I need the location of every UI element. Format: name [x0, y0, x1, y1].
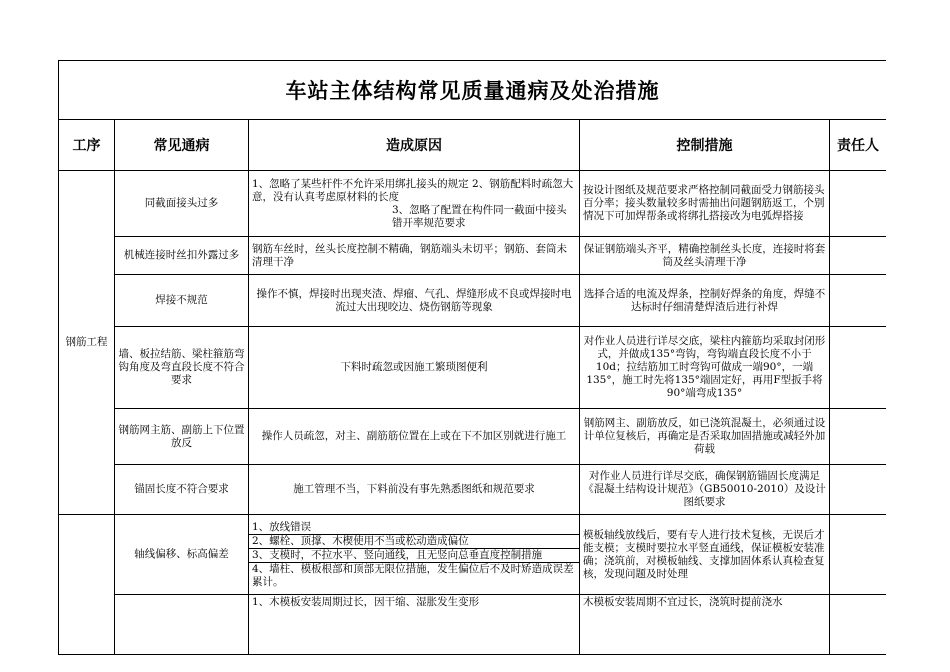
header-measure: 控制措施 — [580, 120, 830, 171]
category-rebar: 钢筋工程 — [59, 171, 115, 515]
category-formwork — [59, 515, 115, 655]
owner-cell — [830, 515, 887, 595]
header-cause: 造成原因 — [249, 120, 580, 171]
measure-cell: 模板轴线放线后，要有专人进行技术复核，无误后才能支模；支模时要拉水平竖直通线，保证模板安装准确；浇筑前，对模板轴线、支撑加固体系认真检查复核，发现问题及时处理 — [580, 515, 830, 595]
table-row — [59, 275, 887, 327]
cause-cell — [249, 171, 580, 237]
measure-cell: 钢筋网主、副筋放反，如已浇筑混凝土，必须通过设计单位复核后，再确定是否采取加固措施或减轻外加荷载 — [580, 409, 830, 465]
defect-cell: 焊接不规范 — [115, 275, 249, 327]
owner-cell — [830, 465, 887, 515]
table-row — [59, 409, 887, 465]
header-process: 工序 — [59, 120, 115, 171]
table-row — [59, 171, 887, 237]
owner-cell — [830, 409, 887, 465]
table-title: 车站主体结构常见质量通病及处治措施 — [59, 61, 887, 120]
cause-line: 4、墙柱、模板根部和顶部无限位措施，发生偏位后不及时矫造成误差累计。 — [252, 562, 574, 588]
measure-cell: 对作业人员进行详尽交底，确保钢筋锚固长度满足《混凝土结构设计规范》（GB50010-2010）及设计图纸要求 — [580, 465, 830, 515]
cause-cell — [249, 515, 580, 595]
cause-cell: 钢筋车丝时，丝头长度控制不精确，钢筋端头未切平；钢筋、套筒未清理干净 — [249, 237, 580, 275]
quality-defects-table — [58, 60, 886, 655]
owner-cell — [830, 171, 887, 237]
cause-line: 1、忽略了某些杆件不允许采用绑扎接头的规定 2、钢筋配料时疏忽大意，没有认真考虑原材料的长度 — [252, 177, 574, 203]
header-defect: 常见通病 — [115, 120, 249, 171]
owner-cell — [830, 237, 887, 275]
owner-cell — [830, 275, 887, 327]
defect-cell: 轴线偏移、标高偏差 — [115, 515, 249, 595]
cause-cell: 操作人员疏忽，对主、副筋筋位置在上或在下不加区别就进行施工 — [249, 409, 580, 465]
owner-cell — [830, 595, 887, 655]
defect-cell — [115, 595, 249, 655]
defect-cell: 锚固长度不符合要求 — [115, 465, 249, 515]
cause-line: 2、螺栓、顶撑、木楔使用不当或松动造成偏位 — [249, 535, 579, 549]
defect-cell: 机械连接时丝扣外露过多 — [115, 237, 249, 275]
cause-line: 3、忽略了配置在构件同一截面中接头错开率规范要求 — [392, 203, 567, 229]
table-row — [59, 237, 887, 275]
cause-line: 3、支模时，不拉水平、竖向通线，且无竖向总垂直度控制措施 — [249, 549, 579, 563]
measure-cell: 保证钢筋端头齐平，精确控制丝头长度，连接时将套筒及丝头清理干净 — [580, 237, 830, 275]
defect-cell: 墙、板拉结筋、梁柱箍筋弯钩角度及弯直段长度不符合要求 — [115, 327, 249, 409]
cause-cell: 下料时疏忽或因施工繁琐图便利 — [249, 327, 580, 409]
header-row — [59, 120, 887, 171]
table-row — [59, 327, 887, 409]
defect-cell: 同截面接头过多 — [115, 171, 249, 237]
measure-cell: 对作业人员进行详尽交底，梁柱内箍筋均采取封闭形式，并做成135°弯钩，弯钩端直段长度不小于10d；拉结筋加工时弯钩可做成一端90°，一端135°，施工时先将135°端固定好，再用F型扳手将90°端弯成135° — [580, 327, 830, 409]
measure-cell: 按设计图纸及规范要求严格控制同截面受力钢筋接头百分率；接头数量较多时需抽出问题钢筋返工，个别情况下可加焊帮条或将绑扎搭接改为电弧焊搭接 — [580, 171, 830, 237]
cause-cell: 施工管理不当，下料前没有事先熟悉图纸和规范要求 — [249, 465, 580, 515]
header-owner: 责任人 — [830, 120, 887, 171]
table-row — [59, 595, 887, 655]
table-row — [59, 515, 887, 595]
cause-line: 1、放线错误 — [249, 521, 579, 535]
cause-cell: 1、木模板安装周期过长，因干缩、湿胀发生变形 — [249, 595, 580, 655]
table-row — [59, 465, 887, 515]
measure-cell: 选择合适的电流及焊条，控制好焊条的角度，焊缝不达标时仔细清楚焊渣后进行补焊 — [580, 275, 830, 327]
owner-cell — [830, 327, 887, 409]
spreadsheet-sheet — [58, 60, 886, 672]
measure-cell: 木模板安装周期不宜过长，浇筑时提前浇水 — [580, 595, 830, 655]
defect-cell: 钢筋网主筋、副筋上下位置放反 — [115, 409, 249, 465]
cause-cell: 操作不慎，焊接时出现夹渣、焊瘤、气孔、焊缝形成不良或焊接时电流过大出现咬边、烧伤钢筋等现象 — [249, 275, 580, 327]
